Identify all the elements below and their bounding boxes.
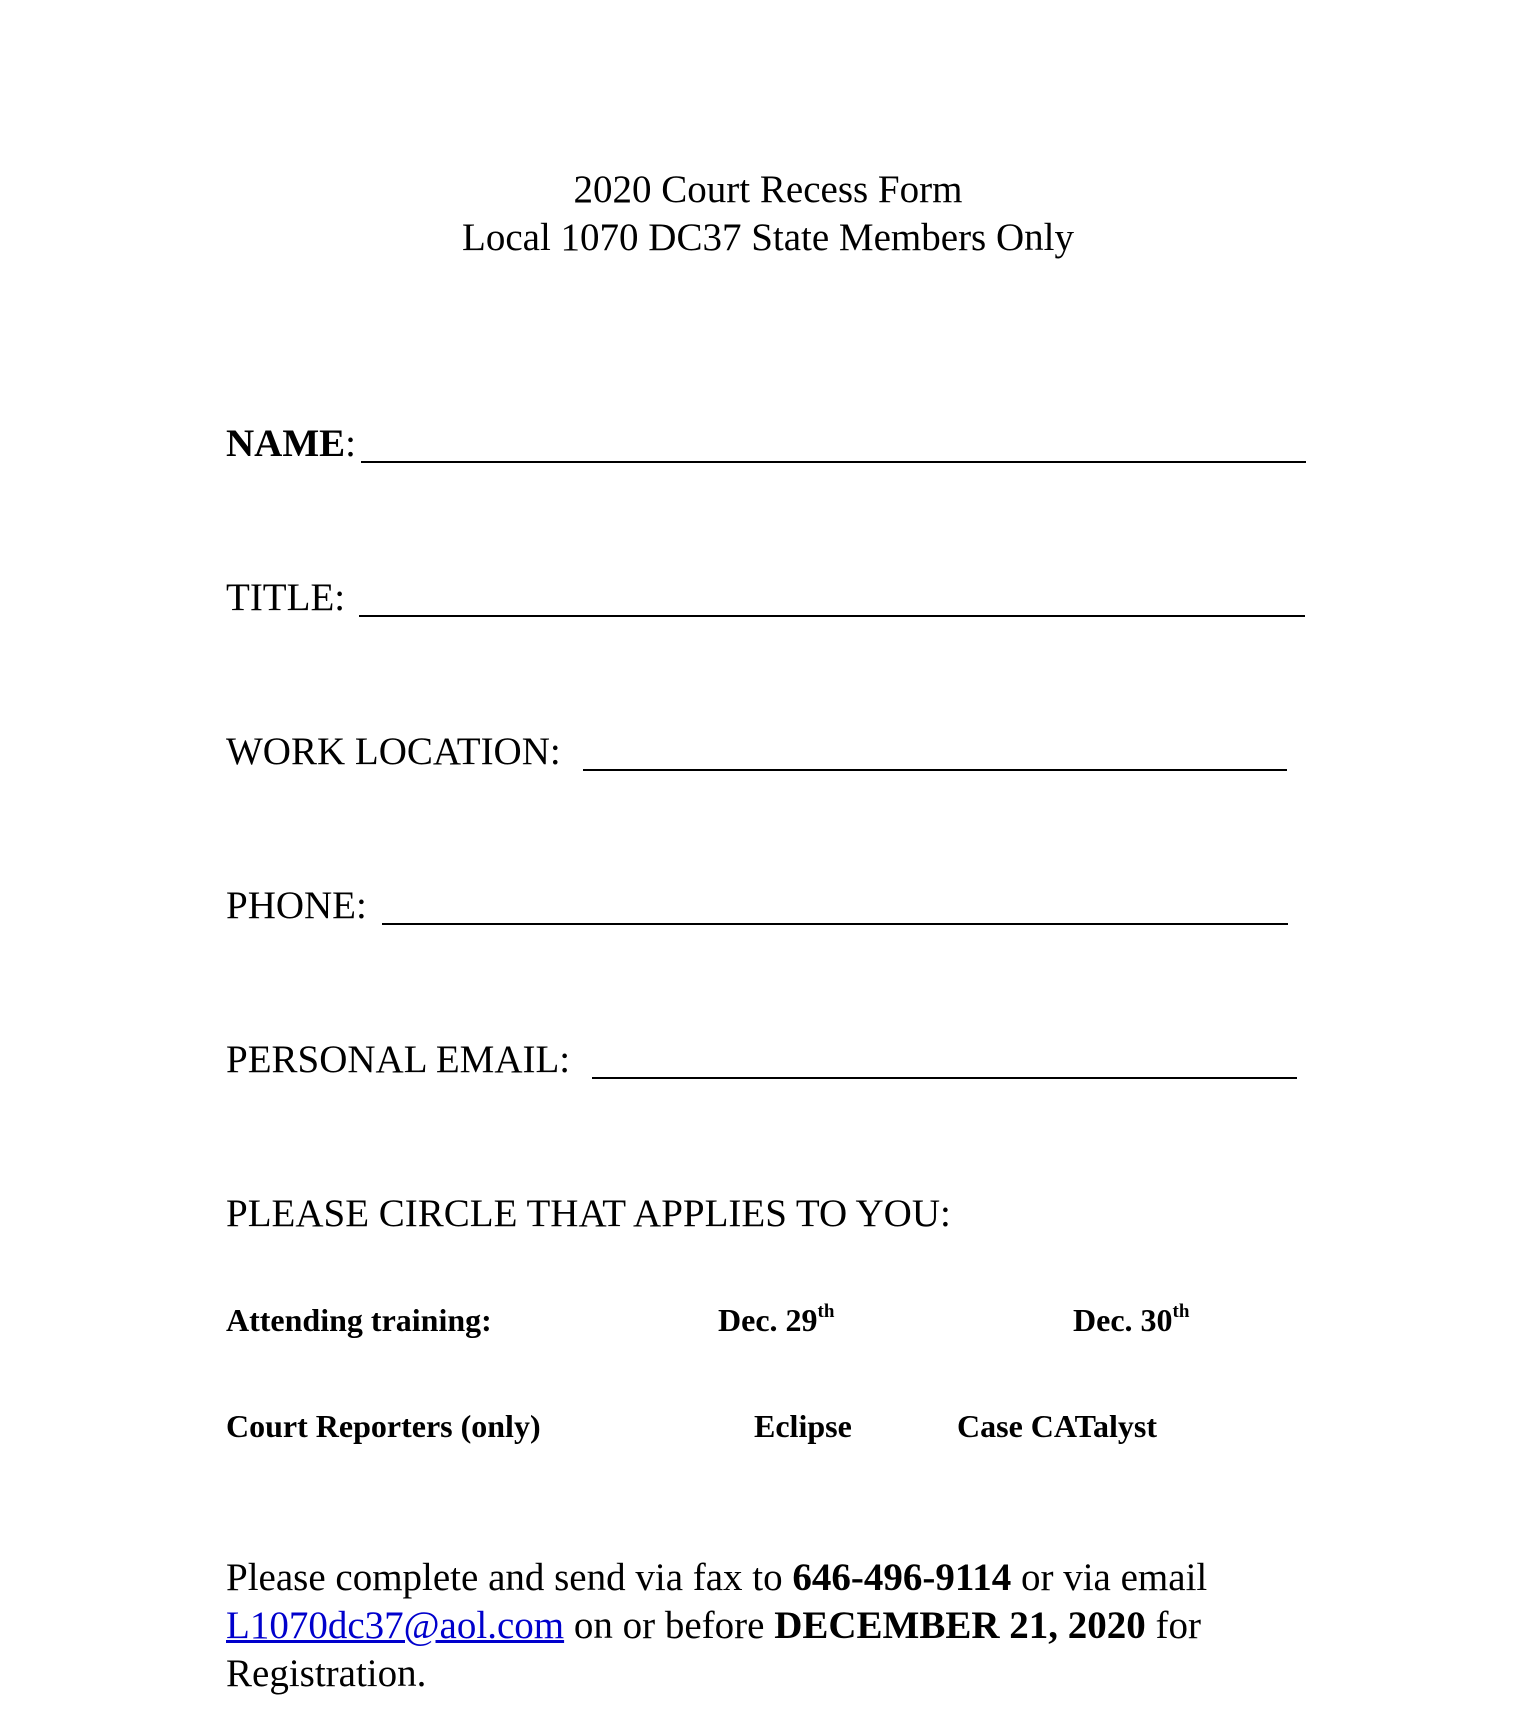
footer-text-1: Please complete and send via fax to [226, 1556, 793, 1599]
fax-number: 646-496-9114 [792, 1556, 1012, 1599]
name-label [226, 420, 356, 468]
circle-instruction: PLEASE CIRCLE THAT APPLIES TO YOU: [226, 1192, 951, 1235]
option-dec-29[interactable] [718, 1300, 834, 1340]
name-label-colon: : [345, 422, 356, 465]
title-input-line[interactable] [359, 615, 1305, 617]
form-subtitle: Local 1070 DC37 State Members Only [462, 216, 1074, 259]
option-dec-29-suffix: th [817, 1300, 835, 1322]
option-case-catalyst[interactable]: Case CATalyst [957, 1408, 1158, 1444]
attending-training-label: Attending training: [226, 1302, 492, 1338]
work-location-label: WORK LOCATION: [226, 730, 561, 773]
name-label-text: NAME [226, 422, 346, 465]
personal-email-label: PERSONAL EMAIL: [226, 1038, 571, 1081]
court-reporters-label: Court Reporters (only) [226, 1408, 541, 1444]
title-label: TITLE: [226, 576, 346, 619]
work-location-input-line[interactable] [583, 769, 1287, 771]
phone-input-line[interactable] [382, 923, 1288, 925]
personal-email-input-line[interactable] [592, 1077, 1297, 1079]
form-title: 2020 Court Recess Form [573, 168, 963, 211]
option-dec-30-text: Dec. 30 [1073, 1302, 1173, 1338]
option-dec-30-suffix: th [1172, 1300, 1190, 1322]
email-link[interactable]: L1070dc37@aol.com [226, 1604, 565, 1647]
option-eclipse[interactable]: Eclipse [754, 1408, 852, 1444]
option-dec-29-text: Dec. 29 [718, 1302, 818, 1338]
footer-text-2: or via email [1011, 1556, 1208, 1599]
phone-label: PHONE: [226, 884, 367, 927]
footer-text-4: for Registration. [226, 1604, 1202, 1695]
deadline-date: DECEMBER 21, 2020 [774, 1604, 1146, 1647]
option-dec-30[interactable] [1073, 1300, 1189, 1340]
submission-instructions [226, 1554, 1326, 1698]
footer-text-3: on or before [564, 1604, 775, 1647]
name-input-line[interactable] [361, 461, 1306, 463]
